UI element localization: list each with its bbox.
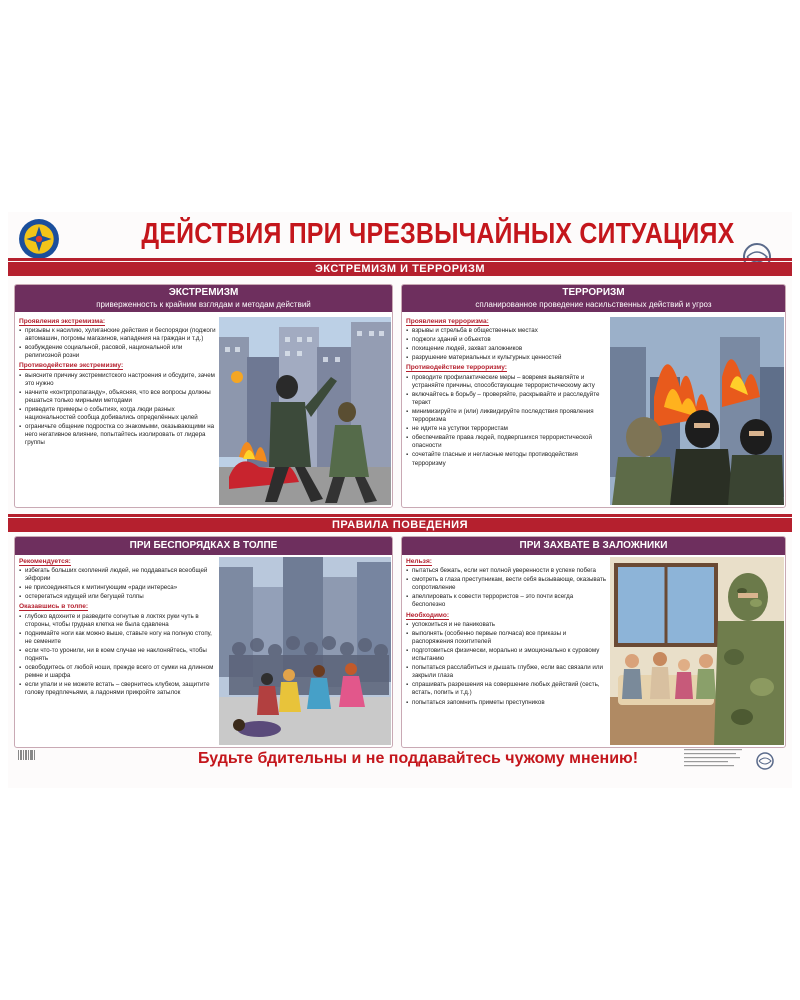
hostage-text <box>406 556 606 708</box>
crowd-panel <box>14 536 393 748</box>
list-item: ▪ не присоединяться к митингующим «ради интереса» <box>19 584 217 592</box>
list-item: ▪ остерегаться идущей или бегущей толпы <box>19 593 217 601</box>
slogan: Будьте бдительны и не поддавайтесь чужому мнению! <box>197 750 639 767</box>
terrorism-title: ТЕРРОРИЗМ <box>562 287 625 298</box>
list-item: ▪ не идите на уступки террористам <box>406 425 606 433</box>
crowd-illustration <box>219 557 391 745</box>
list-item: ▪ обеспечивайте права людей, подвергшихся террористической опасности <box>406 434 606 450</box>
extremism-manifest-title: Проявления экстремизма: <box>19 318 106 325</box>
page-title: ДЕЙСТВИЯ ПРИ ЧРЕЗВЫЧАЙНЫХ СИТУАЦИЯХ <box>141 218 735 250</box>
subtitle: ЭКСТРЕМИЗМ И ТЕРРОРИЗМ <box>314 263 486 275</box>
list-item: ▪ выполнять (особенно первые полчаса) все приказы и распоряжения похитителей <box>406 630 606 646</box>
terrorism-counter-list <box>406 374 606 468</box>
extremism-header <box>15 285 392 312</box>
list-item: ▪ попытаться запомнить приметы преступников <box>406 699 606 707</box>
hostage-no-list <box>406 567 606 609</box>
list-item: ▪ пытаться бежать, если нет полной уверенности в успехе побега <box>406 567 606 575</box>
crowd-header <box>15 537 392 555</box>
publisher-logo-small-icon <box>756 752 774 770</box>
emercom-emblem-icon <box>18 218 60 260</box>
rules-title: ПРАВИЛА ПОВЕДЕНИЯ <box>332 519 468 531</box>
list-item: ▪ избегать больших скоплений людей, не поддаваться всеобщей эйфории <box>19 567 217 583</box>
title-divider <box>8 258 792 261</box>
rules-divider <box>8 514 792 517</box>
list-item: ▪ поднимайте ноги как можно выше, ставьте ногу на полную стопу, не семените <box>19 630 217 646</box>
hostage-must-list <box>406 621 606 707</box>
list-item: ▪ разрушение материальных и культурных ценностей <box>406 354 606 362</box>
hostage-panel <box>401 536 786 748</box>
extremism-text <box>19 316 217 448</box>
crowd-rec-list <box>19 567 217 601</box>
list-item: ▪ похищение людей, захват заложников <box>406 345 606 353</box>
hostage-header <box>402 537 785 555</box>
poster <box>8 212 792 788</box>
list-item: ▪ глубоко вдохните и разведите согнутые в локтях руки чуть в стороны, чтобы грудная клетка не была сдавлена <box>19 613 217 629</box>
terrorism-panel <box>401 284 786 508</box>
list-item: ▪ если что-то уронили, ни в коем случае не наклоняйтесь, чтобы поднять <box>19 647 217 663</box>
footer-code <box>18 750 36 765</box>
terrorism-definition: спланированное проведение насильственных действий и угроз <box>475 300 712 309</box>
extremism-panel <box>14 284 393 508</box>
list-item: ▪ приведите примеры о событиях, когда люди разных национальностей сообща добивались определённых целей <box>19 406 217 422</box>
list-item: ▪ успокоиться и не паниковать <box>406 621 606 629</box>
list-item: ▪ если упали и не можете встать – свернитесь клубком, защитите голову предплечьями, а ладонями прикройте затылок <box>19 681 217 697</box>
terrorism-text <box>406 316 606 469</box>
list-item: ▪ попытаться расслабиться и дышать глубже, если вас связали или закрыли глаза <box>406 664 606 680</box>
crowd-rec-title: Рекомендуется: <box>19 558 71 565</box>
terrorism-manifest-title: Проявления терроризма: <box>406 318 489 325</box>
list-item: ▪ сочетайте гласные и негласные методы противодействия терроризму <box>406 451 606 467</box>
crowd-title: ПРИ БЕСПОРЯДКАХ В ТОЛПЕ <box>129 540 278 551</box>
extremism-manifest-list <box>19 327 217 360</box>
list-item: ▪ проводите профилактические меры – вовремя выявляйте и устраняйте причины, способствующие террористическому акту <box>406 374 606 390</box>
extremism-definition: приверженность к крайним взглядам и методам действий <box>96 300 311 309</box>
list-item: ▪ возбуждение социальной, расовой, национальной или религиозной розни <box>19 344 217 360</box>
extremism-title: ЭКСТРЕМИЗМ <box>168 287 239 298</box>
hostage-no-title: Нельзя: <box>406 558 432 565</box>
crowd-inside-list <box>19 613 217 698</box>
rules-band <box>8 518 792 532</box>
list-item: ▪ включайтесь в борьбу – проверяйте, раскрывайте и расследуйте теракт <box>406 391 606 407</box>
list-item: ▪ смотреть в глаза преступникам, вести себя вызывающе, оказывать сопротивление <box>406 576 606 592</box>
hostage-must-title: Необходимо: <box>406 611 450 619</box>
terrorists-illustration <box>610 317 784 505</box>
publisher-info-block <box>684 748 746 770</box>
terrorism-manifest-list <box>406 327 606 362</box>
terrorism-counter-title: Противодействие терроризму: <box>406 364 507 372</box>
list-item: ▪ минимизируйте и (или) ликвидируйте последствия проявления терроризма <box>406 408 606 424</box>
fine-print-icon <box>684 748 744 768</box>
crowd-text <box>19 556 217 699</box>
list-item: ▪ подготовиться физически, морально и эмоционально к суровому испытанию <box>406 647 606 663</box>
list-item: ▪ ограничьте общение подростка со знакомыми, оказывающими на него негативное влияние, попытайтесь изолировать от лидера группы <box>19 423 217 447</box>
crowd-inside-title: Оказавшись в толпе: <box>19 603 89 611</box>
list-item: ▪ освободитесь от любой ноши, прежде всего от сумки на длинном ремне и шарфа <box>19 664 217 680</box>
list-item: ▪ призывы к насилию, хулиганские действия и беспорядки (поджоги автомашин, погромы магазинов, нападения на граждан и т.д.) <box>19 327 217 343</box>
riot-illustration <box>219 317 391 505</box>
list-item: ▪ начните «контрпропаганду», объясняя, что все вопросы должны решаться только мирными методами <box>19 389 217 405</box>
list-item: ▪ взрывы и стрельба в общественных местах <box>406 327 606 335</box>
extremism-counter-title: Противодействие экстремизму: <box>19 362 124 370</box>
list-item: ▪ апеллировать к совести террористов – это почти всегда бесполезно <box>406 593 606 609</box>
list-item: ▪ поджоги зданий и объектов <box>406 336 606 344</box>
subtitle-band <box>8 262 792 276</box>
list-item: ▪ выясните причину экстремистского настроения и обсудите, зачем это нужно <box>19 372 217 388</box>
hostage-illustration <box>610 557 784 745</box>
hostage-title: ПРИ ЗАХВАТЕ В ЗАЛОЖНИКИ <box>519 540 668 551</box>
terrorism-header <box>402 285 785 312</box>
list-item: ▪ спрашивать разрешения на совершение любых действий (сесть, встать, попить и т.д.) <box>406 681 606 697</box>
extremism-counter-list <box>19 372 217 448</box>
barcode-icon <box>18 750 36 764</box>
